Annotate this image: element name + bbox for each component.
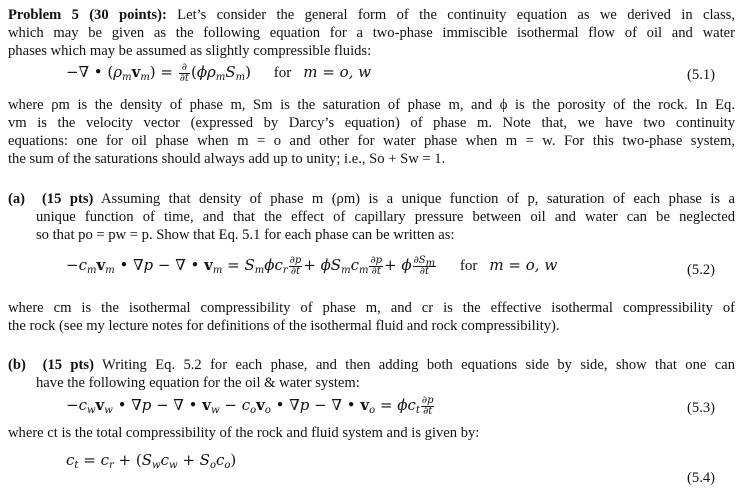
part-b-line-2: have the following equation for the oil & water system: [36,375,360,391]
part-a-after-line-1: where cm is the isothermal compressibility of phase m, and cr is the effective isothermal compressibility of [8,300,735,316]
eq-5-1-label: (5.1) [687,67,715,83]
part-a-label: (a) [8,191,26,207]
eq-5-1-for: for [273,65,292,81]
part-b-after-line: where ct is the total compressibility of the rock and fluid system and is given by: [8,425,480,441]
eq-5-2-condition: m = o, w [489,256,558,274]
problem-intro-line-2: which may be given as the following equation for a two-phase immiscible isothermal flow of oil and water [8,25,735,41]
part-b-points: (15 pts) [42,357,94,373]
part-a-line-3: so that po = pw = p. Show that Eq. 5.1 for each phase can be written as: [36,227,455,243]
eq-5-2-for: for [459,258,478,274]
eq-5-1-condition: m = o, w [303,63,371,81]
part-a-line-1: (a) (15 pts) Assuming that density of phase m (ρm) is a unique function of p, saturation of each phase is a [8,191,735,207]
equation-5-2: $-c_mv_m$ • ∇p − ∇ • $v_m = S_m\phi c_r$ $\frac{\partial p}{\partial t}$ + $\phi S_mc_m$ $\frac{\partial p}{\partial t}$ + ϕ $\frac{\partial S_m}{\partial t}$ for m = o, w [66,254,558,277]
where-line-2: vm is the velocity vector (expressed by Darcy’s equation) of phase m. Note that, we have two continuity [8,115,735,131]
part-a-points: (15 pts) [41,191,94,207]
part-b-label: (b) [8,357,26,373]
problem-intro-line-3: phases which may be assumed as slightly compressible fluids: [8,43,372,59]
equation-5-3: $-c_wv_w$ • ∇p − ∇ • $v_w - c_ov_o$ • ∇p − ∇ • $v_o = \phi c_t$ $\frac{\partial p}{\partial t}$ [66,394,434,417]
problem-title: Problem 5 (30 points): [8,7,167,23]
where-line-3: equations: one for oil phase when m = o and other for water phase when m = w. For this two-phase system, [8,133,735,149]
eq-5-3-label: (5.3) [687,400,715,416]
where-line-1: where ρm is the density of phase m, Sm is the saturation of phase m, and ϕ is the porosity of the rock. In Eq. [8,97,735,113]
eq-5-2-label: (5.2) [687,262,715,278]
part-a-after-line-2: the rock (see my lecture notes for definitions of the isothermal fluid and rock compressibility). [8,318,560,334]
equation-5-1: −∇ • $(\rho_mv_m)$ = $\frac{\partial}{\partial t}$ $(\phi\rho_mS_m)$ for m = o, w [66,61,371,84]
part-a-line-2: unique function of time, and that the effect of capillary pressure between oil and water can be neglected [36,209,735,225]
problem-intro-line-1: Problem 5 (30 points): Let’s consider the general form of the continuity equation as we derived in class, [8,7,735,23]
eq-5-4-label: (5.4) [687,470,715,486]
equation-5-4: $c_t = c_r + (S_wc_w + S_oc_o)$ [66,451,237,471]
part-b-line-1: (b) (15 pts) Writing Eq. 5.2 for each phase, and then adding both equations side by side, show that one can [8,357,735,373]
where-line-4: the sum of the saturations should always add up to unity; i.e., So + Sw = 1. [8,151,446,167]
